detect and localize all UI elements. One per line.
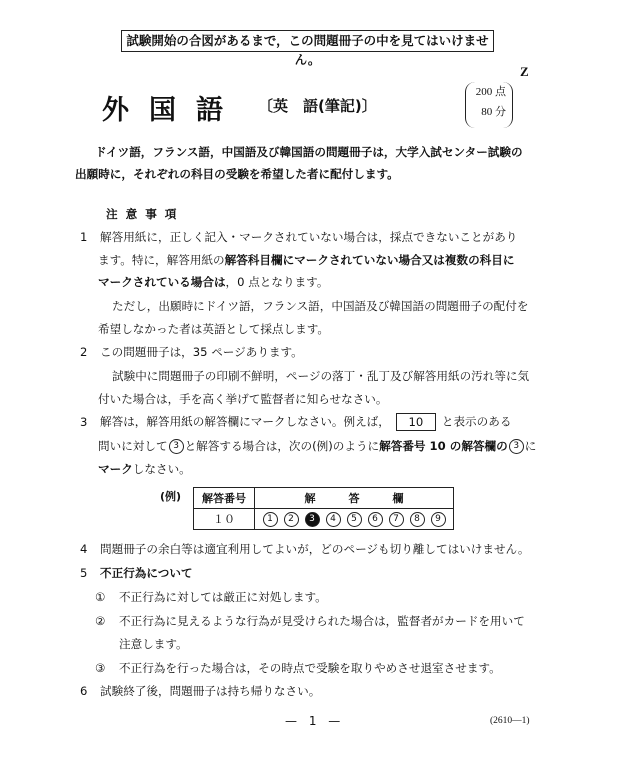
item-number: 2 — [80, 345, 88, 359]
item-number: 5 — [80, 566, 88, 580]
example-label: (例) — [160, 490, 182, 503]
answer-bubble-7: 7 — [389, 512, 404, 527]
intro-line-1: ドイツ語，フランス語，中国語及び韓国語の問題冊子は，大学入試センター試験の — [95, 145, 523, 159]
text: ，0 点となります。 — [225, 275, 329, 289]
answer-bubble-2: 2 — [284, 512, 299, 527]
item-3-line-3 — [98, 461, 191, 477]
text: 問題冊子の余白等は適宜利用してよいが，どのページも切り離してはいけません。 — [100, 542, 530, 556]
emphasis-text: 解答科目欄にマークされていない場合又は複数の科目に — [224, 253, 515, 267]
sub-number: ③ — [95, 661, 106, 675]
text: 不正行為に見えるような行為が見受けられた場合は，監督者がカードを用いて — [119, 614, 525, 628]
text: しなさい。 — [132, 462, 191, 476]
subject-subtitle: 〔英 語(筆記)〕 — [258, 97, 377, 115]
intro-line-2: 出願時に，それぞれの科目の受験を希望した者に配付します。 — [75, 167, 399, 181]
item-6-line-1 — [80, 683, 320, 699]
emphasis-text: マークされている場合は — [98, 275, 226, 289]
answer-bubble-9: 9 — [431, 512, 446, 527]
text: 不正行為に対しては厳正に対処します。 — [119, 590, 327, 604]
sub-number: ① — [95, 590, 106, 604]
answer-bubble-8: 8 — [410, 512, 425, 527]
answer-example-table — [193, 487, 454, 530]
answer-bubble-5: 5 — [347, 512, 362, 527]
circled-3-icon: 3 — [169, 439, 184, 454]
item-3-line-1 — [80, 413, 511, 431]
item-5-line-1 — [80, 565, 193, 581]
text: 解答は，解答用紙の解答欄にマークしなさい。例えば， — [100, 414, 390, 429]
text: 試験終了後，問題冊子は持ち帰りなさい。 — [100, 684, 321, 698]
sub-number: ② — [95, 614, 106, 628]
col-header-number: 解答番号 — [194, 488, 255, 509]
answer-number-box: 10 — [396, 413, 436, 431]
item-number: 4 — [80, 542, 88, 556]
text: 解答用紙に，正しく記入・マークされていない場合は，採点できないことがあり — [100, 230, 518, 244]
item-5-sub-1 — [95, 589, 327, 605]
text: ます。特に，解答用紙の — [98, 253, 225, 267]
answer-bubble-4: 4 — [326, 512, 341, 527]
item-number: 1 — [80, 230, 88, 244]
item-3-line-2 — [98, 438, 536, 454]
circled-3-icon: 3 — [509, 439, 524, 454]
item-1-line-5: 希望しなかった者は英語として採点します。 — [98, 322, 329, 336]
text: この問題冊子は，35 ページあります。 — [100, 345, 303, 359]
item-4-line-1 — [80, 541, 529, 557]
item-1-line-1 — [80, 229, 517, 245]
form-code: Z — [520, 64, 529, 79]
exam-notice-banner: 試験開始の合図があるまで，この問題冊子の中を見てはいけません。 — [121, 30, 494, 52]
subject-title: 外国語 — [102, 95, 243, 126]
item-number: 6 — [80, 684, 88, 698]
item-title: 不正行為について — [100, 566, 193, 580]
text: 問いに対して — [98, 439, 168, 453]
notes-heading: 注意事項 — [106, 207, 185, 221]
answer-bubble-1: 1 — [263, 512, 278, 527]
item-2-line-1 — [80, 344, 303, 360]
answer-bubble-6: 6 — [368, 512, 383, 527]
answer-number: １０ — [194, 509, 255, 530]
item-2-line-3: 付いた場合は，手を高く挙げて監督者に知らせなさい。 — [98, 392, 388, 406]
text: に — [524, 439, 537, 453]
item-5-sub-2-cont: 注意します。 — [119, 637, 188, 651]
points-label: 200 点 — [475, 86, 506, 98]
page-number: — 1 — — [285, 714, 345, 728]
text: と表示のある — [441, 414, 512, 429]
item-1-line-3 — [98, 274, 328, 290]
item-5-sub-2 — [95, 613, 525, 629]
answer-bubbles — [255, 509, 454, 530]
col-header-answer: 解 答 欄 — [255, 488, 454, 509]
text: 不正行為を行った場合は，その時点で受験を取りやめさせ退室させます。 — [119, 661, 501, 675]
item-5-sub-3 — [95, 660, 501, 676]
text: と解答する場合は，次の(例)のように — [184, 439, 380, 453]
time-label: 80 分 — [481, 106, 506, 118]
item-number: 3 — [80, 414, 88, 429]
item-1-line-2 — [98, 252, 514, 268]
answer-bubble-3: 3 — [305, 512, 320, 527]
item-2-line-2: 試験中に問題冊子の印刷不鮮明，ページの落丁・乱丁及び解答用紙の汚れ等に気 — [112, 369, 530, 383]
document-code: (2610—1) — [490, 716, 530, 726]
item-1-line-4: ただし，出願時にドイツ語，フランス語，中国語及び韓国語の問題冊子の配付を — [112, 299, 529, 313]
emphasis-text: マーク — [98, 462, 133, 476]
score-time-box — [465, 82, 513, 128]
emphasis-text: 解答番号 10 の解答欄の — [379, 439, 508, 453]
